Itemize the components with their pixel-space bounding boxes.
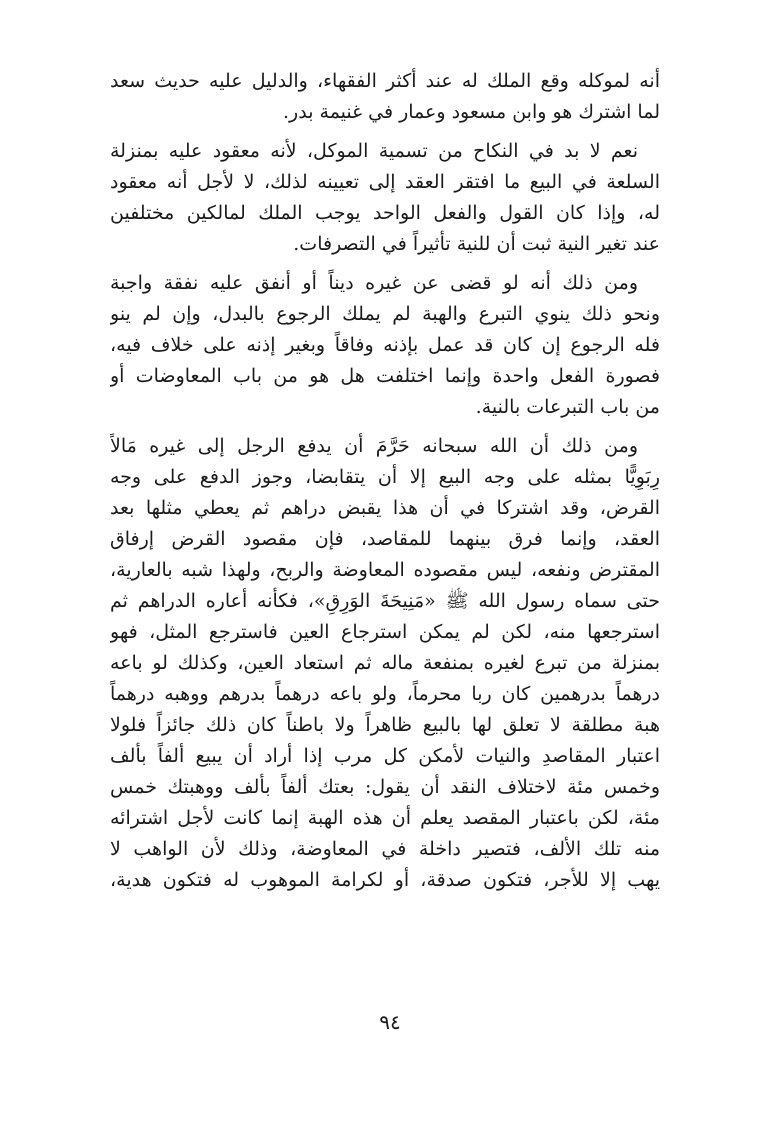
text-line: هبة مطلقة لا تعلق لها بالبيع ظاهراً ولا باطناً كان ذلك جائزاً فلولا (110, 714, 660, 736)
text-line: المقترض ونفعه، ليس مقصوده المعاوضة والربح، ولهذا شبه بالعارية، (110, 559, 660, 581)
text-line: اعتبار المقاصدِ والنيات لأمكن كل مرب إذا أراد أن يبيع ألفاً بألف (110, 745, 660, 767)
text-line: عند تغير النية ثبت أن للنية تأثيراً في التصرفات. (293, 233, 660, 255)
text-line: يهب إلا للأجر، فتكون صدقة، أو لكرامة الموهوب له فتكون هدية، (110, 869, 660, 891)
text-line: مئة، لكن باعتبار المقصد يعلم أن هذه الهبة إنما كانت لأجل اشترائه (110, 807, 660, 829)
paragraph-gap (110, 423, 660, 431)
text-line: وخمس مئة لاختلاف النقد أن يقول: بعتك ألفاً بألف ووهبتك خمس (110, 776, 660, 798)
text-line: العقد، وإنما فرق بينهما للمقاصد، فإن مقصود القرض إرفاق (110, 528, 660, 550)
paragraph-3 (110, 268, 660, 423)
text-line: أنه لموكله وقع الملك له عند أكثر الفقهاء، والدليل عليه حديث سعد (110, 70, 660, 92)
text-line: ونحو ذلك ينوي التبرع والهبة لم يملك الرجوع بالبدل، وإن لم ينو (110, 303, 660, 325)
text-line: السلعة في البيع ما افتقر العقد إلى تعيينه لذلك، لا لأجل أنه معقود (110, 171, 660, 193)
text-line: فصورة الفعل واحدة وإنما اختلفت هل هو من باب المعاوضات أو (110, 365, 660, 387)
text-line: ومن ذلك أن الله سبحانه حَرَّمَ أن يدفع الرجل إلى غيره مَالاً (110, 435, 638, 457)
text-line: القرض، وقد اشتركا في أن هذا يقبض دراهم ثم يعطي مثلها بعد (110, 497, 660, 519)
page-number: ٩٤ (379, 1010, 401, 1034)
text-line: لما اشترك هو وابن مسعود وعمار في غنيمة بدر. (283, 101, 660, 123)
page-body (110, 66, 660, 896)
text-line: بمنزلة من تبرع لغيره بمنفعة ماله ثم استعاد العين، وكذلك لو باعه (110, 652, 660, 674)
text-line: حتى سماه رسول الله ﷺ «مَنِيحَةَ الوَرِقِ»، فكأنه أعاره الدراهم ثم (110, 590, 660, 612)
paragraph-1 (110, 66, 660, 128)
paragraph-gap (110, 128, 660, 136)
text-line: درهماً بدرهمين كان ربا محرماً، ولو باعه درهماً بدرهم ووهبه درهماً (110, 683, 660, 705)
paragraph-2 (110, 136, 660, 260)
text-line: فله الرجوع إن كان قد عمل بإذنه وفاقاً وبغير إذنه على خلاف فيه، (110, 334, 660, 356)
text-line: استرجعها منه، لكن لم يمكن استرجاع العين فاسترجع المثل، فهو (110, 621, 660, 643)
text-line: له، وإذا كان القول والفعل الواحد يوجب الملك لمالكين مختلفين (110, 202, 660, 224)
text-line: نعم لا بد في النكاح من تسمية الموكل، لأنه معقود عليه بمنزلة (110, 140, 638, 162)
text-line: من باب التبرعات بالنية. (475, 396, 660, 418)
paragraph-4 (110, 431, 660, 896)
text-line: رِبَوِيًّا بمثله على وجه البيع إلا أن يتقابضا، وجوز الدفع على وجه (110, 466, 660, 488)
text-line: ومن ذلك أنه لو قضى عن غيره ديناً أو أنفق عليه نفقة واجبة (110, 272, 638, 294)
paragraph-gap (110, 260, 660, 268)
text-line: منه تلك الألف، فتصير داخلة في المعاوضة، وذلك لأن الواهب لا (110, 838, 660, 860)
